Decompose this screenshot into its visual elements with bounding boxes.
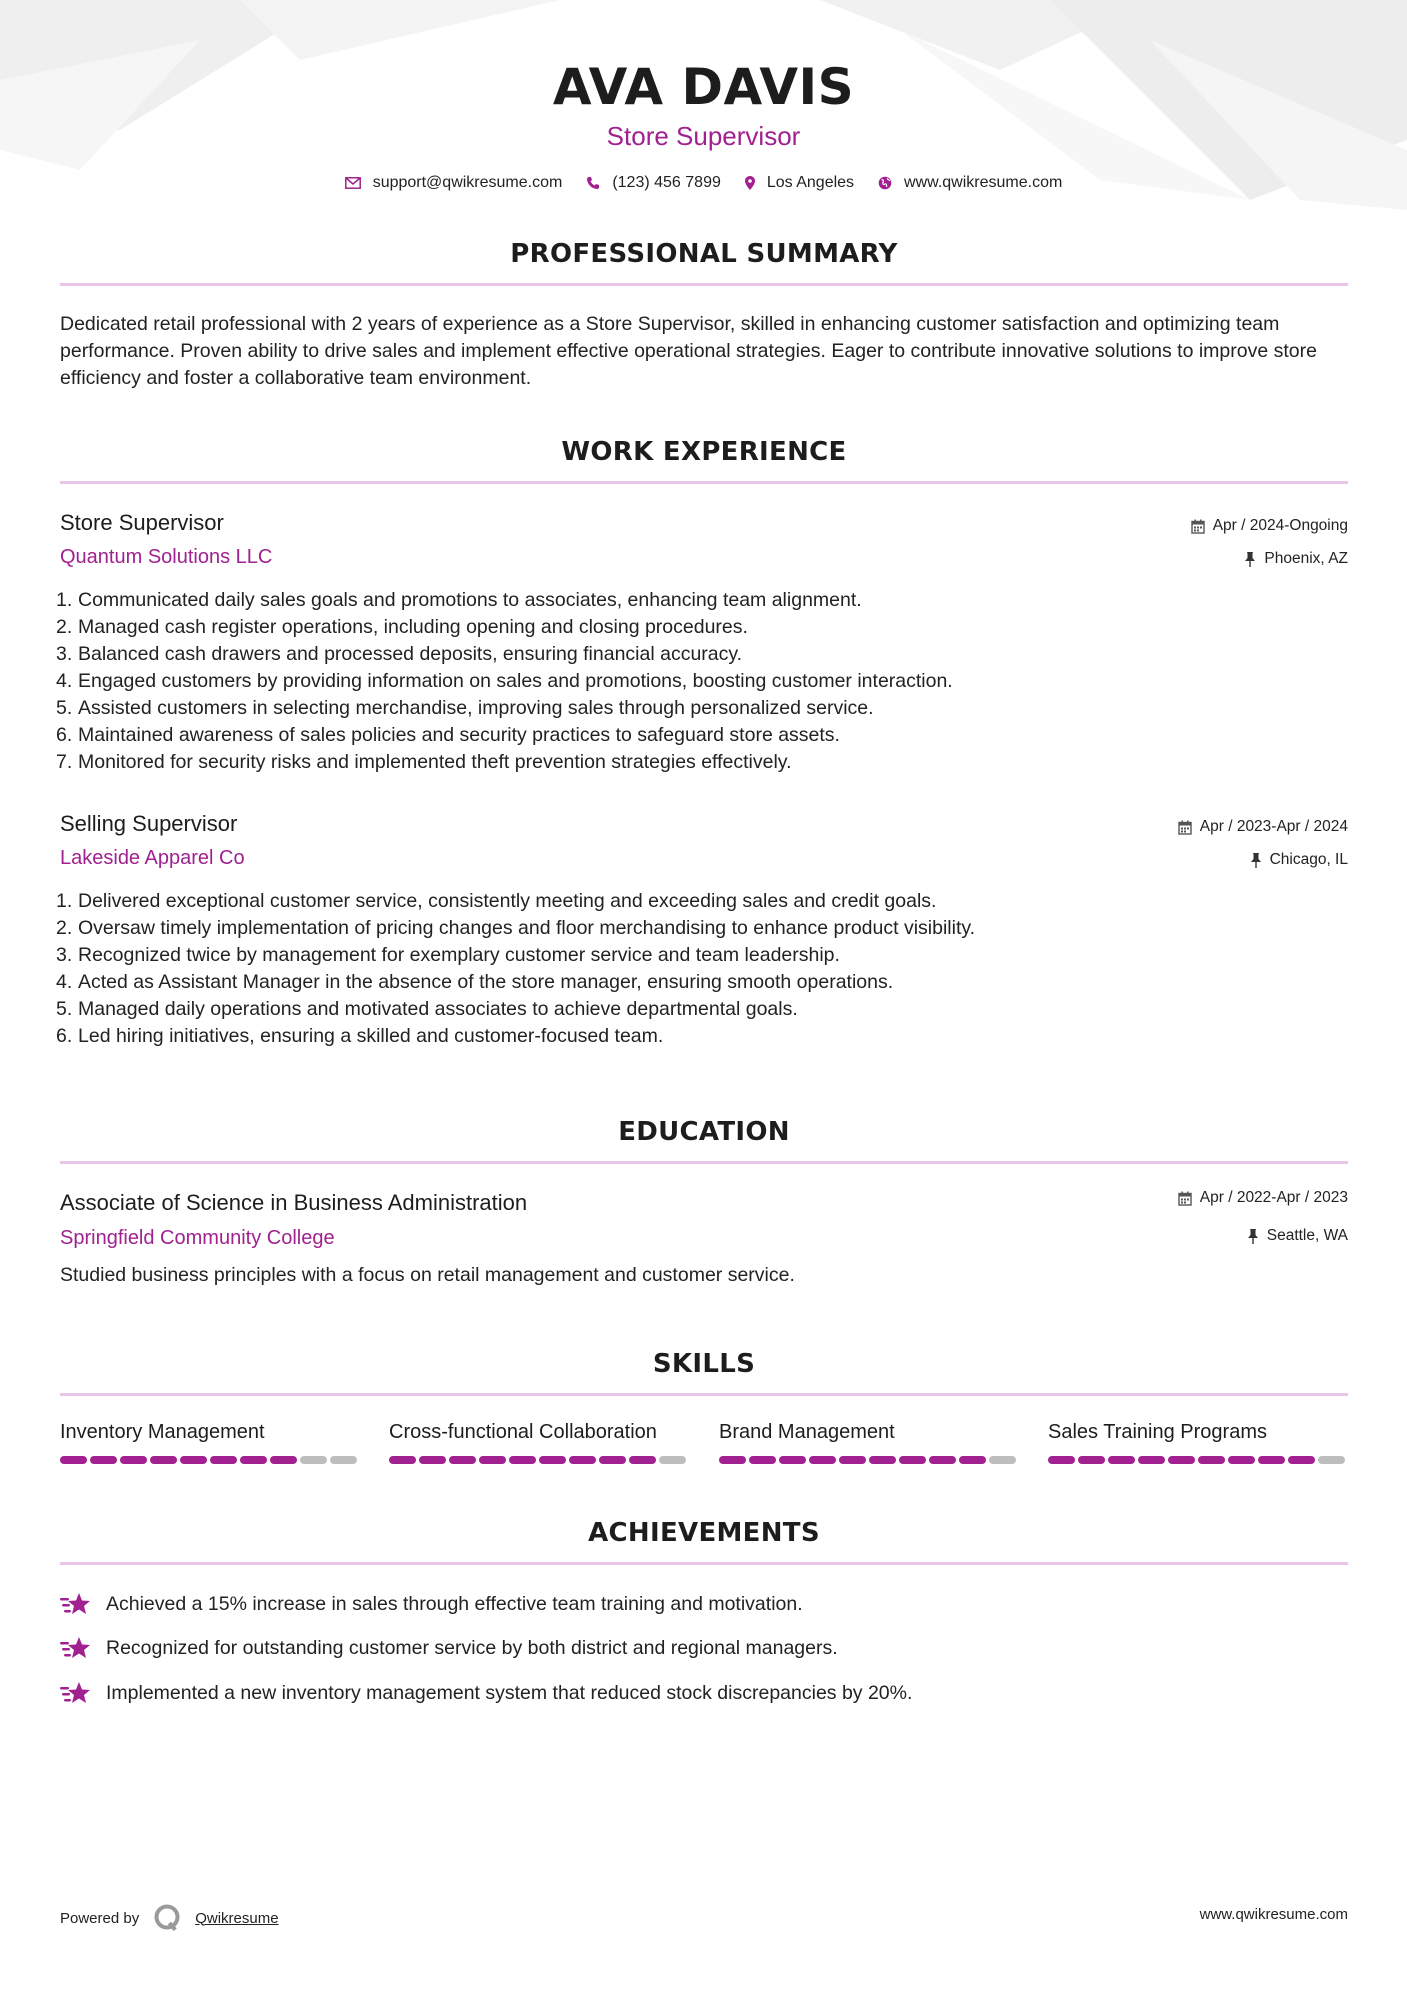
calendar-icon (1178, 1191, 1192, 1206)
achievement-item: Recognized for outstanding customer service by both district and regional managers. (60, 1635, 838, 1661)
skill-level-segment (539, 1456, 566, 1464)
skill-level-segment (1258, 1456, 1285, 1464)
contact-phone[interactable] (586, 174, 721, 192)
list-item: 4. Engaged customers by providing information on sales and promotions, boosting customer interaction. (56, 670, 953, 692)
list-item: 4. Acted as Assistant Manager in the absence of the store manager, ensuring smooth operations. (56, 971, 894, 993)
map-marker-icon (745, 176, 755, 190)
education-degree: Associate of Science in Business Administration (60, 1190, 528, 1215)
shooting-star-icon (60, 1635, 92, 1661)
skill-level-segment (899, 1456, 926, 1464)
list-item: 6. Maintained awareness of sales policies and security practices to safeguard store assets. (56, 724, 840, 746)
summary-divider (60, 283, 1348, 286)
education-heading: EDUCATION (618, 1117, 790, 1147)
skill-level-segment (749, 1456, 776, 1464)
achievements-heading: ACHIEVEMENTS (588, 1518, 820, 1548)
experience-heading: WORK EXPERIENCE (561, 437, 847, 467)
shooting-star-icon (60, 1591, 92, 1617)
skill-level-segment (60, 1456, 87, 1464)
candidate-title: Store Supervisor (606, 121, 801, 151)
skill-level-segment (330, 1456, 357, 1464)
job-2-location-text: Chicago, IL (1269, 851, 1348, 868)
job-2-dates (1178, 818, 1348, 836)
location-text: Los Angeles (766, 174, 855, 191)
skill-level-segment (959, 1456, 986, 1464)
skill-level-segment (120, 1456, 147, 1464)
job-2-dates-text: Apr / 2023-Apr / 2024 (1199, 818, 1348, 835)
job-1-dates-text: Apr / 2024-Ongoing (1212, 517, 1348, 534)
contact-bar (0, 174, 1407, 192)
powered-by-label: Powered by (60, 1909, 140, 1927)
skill-level-segment (629, 1456, 656, 1464)
list-item: 5. Assisted customers in selecting merchandise, improving sales through personalized service. (56, 697, 874, 719)
website-text: www.qwikresume.com (904, 174, 1063, 191)
education-school: Springfield Community College (60, 1227, 335, 1249)
achievement-item: Achieved a 15% increase in sales through effective team training and motivation. (60, 1591, 803, 1617)
skill-level-segment (150, 1456, 177, 1464)
skill-level-segment (509, 1456, 536, 1464)
footer-powered-by (60, 1903, 279, 1933)
skill-level-segment (1318, 1456, 1345, 1464)
list-item: 5. Managed daily operations and motivated associates to achieve departmental goals. (56, 998, 798, 1020)
skill-level-segment (569, 1456, 596, 1464)
summary-heading: PROFESSIONAL SUMMARY (510, 239, 898, 269)
skill-level-segment (779, 1456, 806, 1464)
skill-level-segment (180, 1456, 207, 1464)
skill-level-segment (719, 1456, 746, 1464)
skill-level-segment (659, 1456, 686, 1464)
skill-level-segment (389, 1456, 416, 1464)
calendar-icon (1178, 820, 1192, 835)
list-item: 7. Monitored for security risks and implemented theft prevention strategies effectively. (56, 751, 792, 773)
skill-name: Cross-functional Collaboration (389, 1421, 657, 1443)
list-item: 2. Managed cash register operations, including opening and closing procedures. (56, 616, 748, 638)
education-dates (1178, 1189, 1348, 1207)
job-1-company: Quantum Solutions LLC (60, 546, 273, 568)
achievements-divider (60, 1562, 1348, 1565)
globe-icon (878, 176, 892, 190)
skill-level-segment (1138, 1456, 1165, 1464)
pushpin-icon (1244, 552, 1256, 567)
job-1-location (1244, 550, 1348, 568)
skill-level-segment (929, 1456, 956, 1464)
education-dates-text: Apr / 2022-Apr / 2023 (1199, 1189, 1348, 1206)
skill-level-segment (989, 1456, 1016, 1464)
pushpin-icon (1247, 1229, 1259, 1244)
list-item: 1. Communicated daily sales goals and promotions to associates, enhancing team alignment. (56, 589, 862, 611)
skill-level-segment (1168, 1456, 1195, 1464)
qwikresume-link[interactable]: Qwikresume (195, 1909, 279, 1927)
email-text: support@qwikresume.com (372, 174, 563, 191)
qwikresume-logo-icon (153, 1903, 183, 1933)
skill-sales-training-programs (1048, 1421, 1348, 1464)
skill-brand-management (719, 1421, 1019, 1464)
skill-level-segment (809, 1456, 836, 1464)
skill-level-segment (210, 1456, 237, 1464)
summary-text: Dedicated retail professional with 2 years of experience as a Store Supervisor, skilled in enhancing customer satisfaction and optimizing team performance. Proven ability to drive sales and implement effective operational strategies. Eager to contribute innovative solutions to improve store efficiency and foster a collaborative team environment. (60, 313, 1317, 389)
skills-divider (60, 1393, 1348, 1396)
skill-level-segment (240, 1456, 267, 1464)
contact-location (745, 174, 854, 192)
skill-name: Inventory Management (60, 1421, 265, 1443)
job-2-bullets (56, 888, 1306, 1050)
achievement-item: Implemented a new inventory management system that reduced stock discrepancies by 20%. (60, 1680, 912, 1706)
list-item: 2. Oversaw timely implementation of pricing changes and floor merchandising to enhance product visibility. (56, 917, 976, 939)
skill-inventory-management (60, 1421, 360, 1464)
skill-level-segment (599, 1456, 626, 1464)
skills-heading: SKILLS (652, 1349, 756, 1379)
job-1-title: Store Supervisor (60, 510, 224, 535)
job-1-bullets (56, 587, 1306, 776)
skill-level-bar (60, 1456, 360, 1464)
phone-icon (586, 176, 600, 190)
job-2-company: Lakeside Apparel Co (60, 847, 245, 869)
skill-cross-functional-collaboration (389, 1421, 689, 1464)
education-location-text: Seattle, WA (1266, 1227, 1348, 1244)
pushpin-icon (1250, 853, 1262, 868)
skill-level-segment (90, 1456, 117, 1464)
skill-level-bar (719, 1456, 1019, 1464)
education-description: Studied business principles with a focus on retail management and customer service. (60, 1264, 795, 1286)
skill-level-segment (1048, 1456, 1075, 1464)
list-item: 3. Balanced cash drawers and processed deposits, ensuring financial accuracy. (56, 643, 743, 665)
skill-level-bar (389, 1456, 689, 1464)
skill-level-segment (479, 1456, 506, 1464)
skill-level-segment (1108, 1456, 1135, 1464)
contact-website[interactable] (878, 174, 1062, 192)
list-item: 1. Delivered exceptional customer service, consistently meeting and exceeding sales and credit goals. (56, 890, 937, 912)
skill-level-segment (449, 1456, 476, 1464)
job-1-dates (1191, 517, 1348, 535)
skill-level-segment (869, 1456, 896, 1464)
experience-divider (60, 481, 1348, 484)
job-2-location (1250, 851, 1348, 869)
list-item: 6. Led hiring initiatives, ensuring a skilled and customer-focused team. (56, 1025, 664, 1047)
shooting-star-icon (60, 1680, 92, 1706)
job-1-location-text: Phoenix, AZ (1264, 550, 1348, 567)
skill-name: Sales Training Programs (1048, 1421, 1267, 1443)
skill-name: Brand Management (719, 1421, 895, 1443)
job-2-title: Selling Supervisor (60, 811, 238, 836)
skill-level-segment (1228, 1456, 1255, 1464)
education-divider (60, 1161, 1348, 1164)
skill-level-segment (300, 1456, 327, 1464)
skill-level-segment (419, 1456, 446, 1464)
skill-level-segment (1198, 1456, 1225, 1464)
candidate-name: AVA DAVIS (552, 58, 855, 116)
envelope-icon (345, 177, 361, 189)
phone-text: (123) 456 7899 (612, 174, 721, 191)
skill-level-segment (1288, 1456, 1315, 1464)
calendar-icon (1191, 519, 1205, 534)
footer-website[interactable]: www.qwikresume.com (1199, 1906, 1348, 1923)
skill-level-segment (839, 1456, 866, 1464)
list-item: 3. Recognized twice by management for exemplary customer service and team leadership. (56, 944, 840, 966)
skill-level-segment (270, 1456, 297, 1464)
contact-email[interactable] (345, 174, 563, 192)
education-location (1247, 1227, 1348, 1245)
skill-level-segment (1078, 1456, 1105, 1464)
skill-level-bar (1048, 1456, 1348, 1464)
